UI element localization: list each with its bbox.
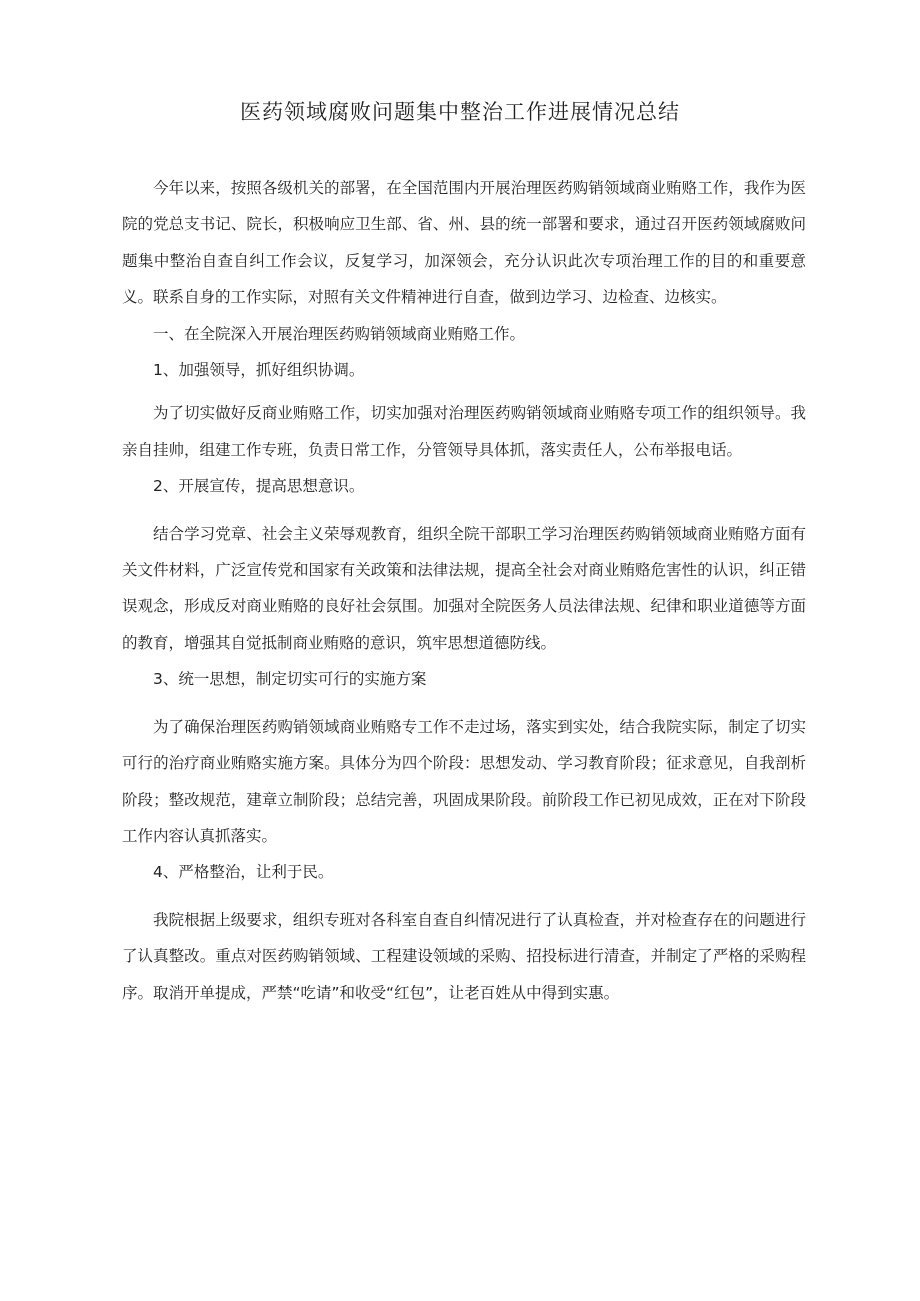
- intro-paragraph: 今年以来，按照各级机关的部署，在全国范围内开展治理医药购销领域商业贿赂工作，我作为医院的党总支书记、院长，积极响应卫生部、省、州、县的统一部署和要求，通过召开医药领域腐败问题集中整治自查自纠工作会议，反复学习，加深领会，充分认识此次专项治理工作的目的和重要意义。联系自身的工作实际，对照有关文件精神进行自查，做到边学习、边检查、边核实。: [122, 179, 806, 307]
- document-body: [122, 170, 806, 1011]
- subheading-4: 4、严格整治，让利于民。: [153, 863, 334, 882]
- document-title: 医药领域腐败问题集中整治工作进展情况总结: [240, 100, 680, 124]
- subheading-3: 3、统一思想，制定切实可行的实施方案: [153, 670, 427, 689]
- subheading-2: 2、开展宣传，提高思想意识。: [153, 477, 365, 496]
- paragraph-4: 我院根据上级要求，组织专班对各科室自查自纠情况进行了认真检查，并对检查存在的问题进行了认真整改。重点对医药购销领域、工程建设领域的采购、招投标进行清查，并制定了严格的采购程序。取消开单提成，严禁“吃请”和收受“红包”，让老百姓从中得到实惠。: [122, 910, 806, 1002]
- paragraph-2: 结合学习党章、社会主义荣辱观教育，组织全院干部职工学习治理医药购销领域商业贿赂方面有关文件材料，广泛宣传党和国家有关政策和法律法规，提高全社会对商业贿赂危害性的认识，纠正错误观念，形成反对商业贿赂的良好社会氛围。加强对全院医务人员法律法规、纪律和职业道德等方面的教育，增强其自觉抵制商业贿赂的意识，筑牢思想道德防线。: [122, 524, 806, 652]
- paragraph-3: 为了确保治理医药购销领域商业贿赂专工作不走过场，落实到实处，结合我院实际，制定了切实可行的治疗商业贿赂实施方案。具体分为四个阶段：思想发动、学习教育阶段；征求意见，自我剖析阶段；整改规范，建章立制阶段；总结完善，巩固成果阶段。前阶段工作已初见成效，正在对下阶段工作内容认真抓落实。: [122, 717, 806, 845]
- paragraph-1: 为了切实做好反商业贿赂工作，切实加强对治理医药购销领域商业贿赂专项工作的组织领导。我亲自挂帅，组建工作专班，负责日常工作，分管领导具体抓，落实责任人，公布举报电话。: [122, 404, 806, 459]
- section-heading-1: 一、在全院深入开展治理医药购销领域商业贿赂工作。: [153, 324, 526, 343]
- subheading-1: 1、加强领导，抓好组织协调。: [153, 361, 365, 380]
